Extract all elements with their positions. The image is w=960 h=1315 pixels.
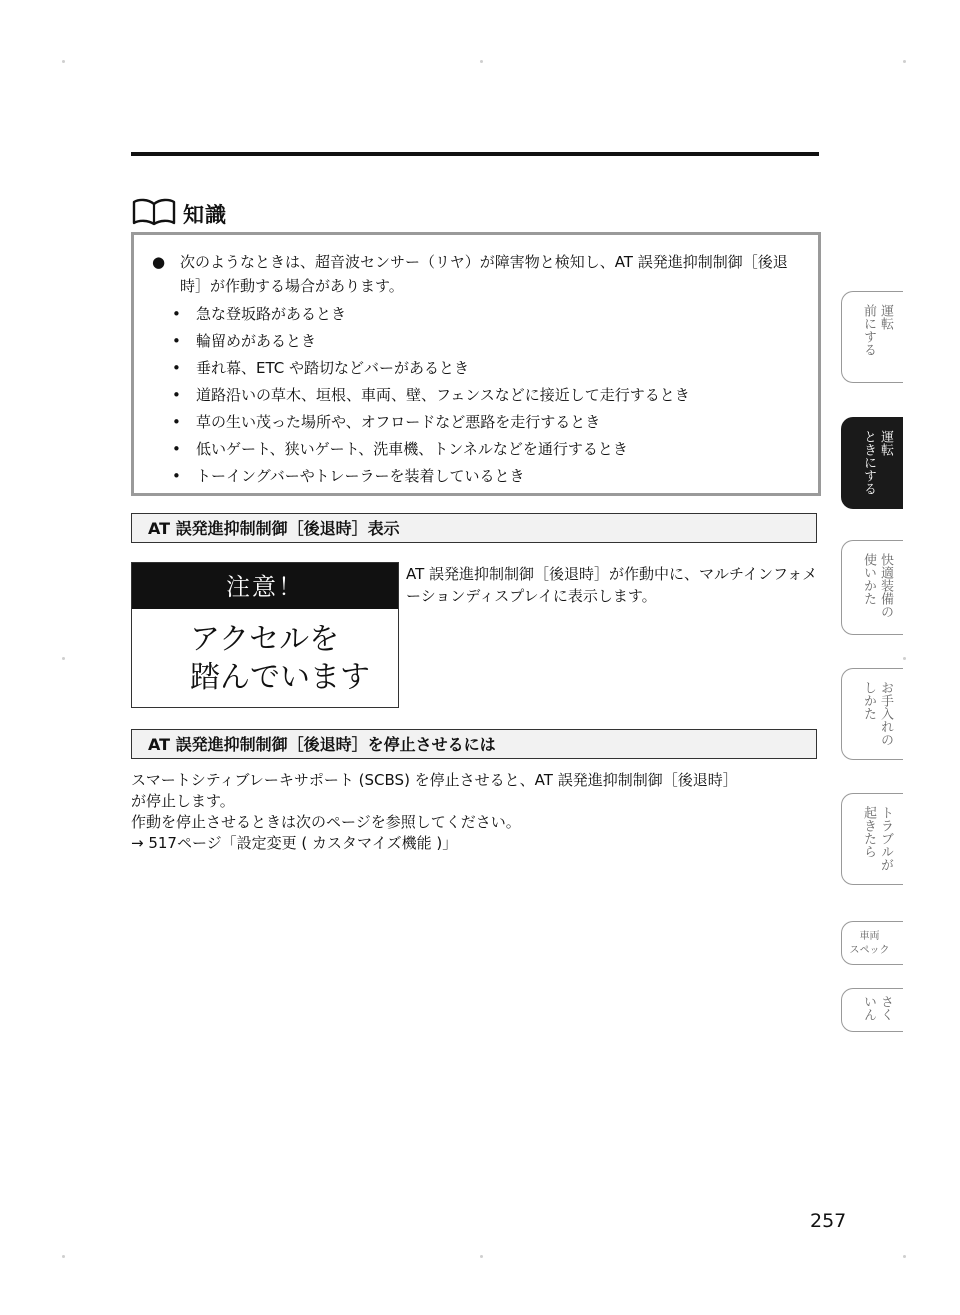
section-heading-display: AT 誤発進抑制制御［後退時］表示	[131, 513, 817, 543]
page-reference-link[interactable]: → 517ページ「設定変更 ( カスタマイズ機能 )」	[131, 834, 458, 852]
tab-label: 起きたら	[861, 806, 876, 858]
display-illustration	[131, 562, 399, 708]
tab-label: ときにする	[861, 430, 876, 495]
tab-label: 前にする	[861, 304, 876, 356]
tab-label: トラブルが	[878, 806, 893, 871]
tab-label: 運転	[878, 304, 893, 330]
display-warning-header: 注意！	[132, 563, 398, 609]
list-item: • トーイングバーやトレーラーを装着しているとき	[172, 467, 525, 485]
section-heading-stop: AT 誤発進抑制制御［後退時］を停止させるには	[131, 729, 817, 759]
tab-label: 運転	[878, 430, 893, 456]
tab-before-driving[interactable]	[841, 291, 903, 383]
page-number: 257	[810, 1210, 847, 1232]
display-message	[190, 621, 370, 697]
knowledge-lead	[152, 250, 802, 298]
crop-mark	[903, 1255, 906, 1258]
tab-index[interactable]	[841, 988, 903, 1032]
crop-mark	[480, 1255, 483, 1258]
tab-specifications[interactable]	[841, 921, 903, 965]
knowledge-heading	[131, 198, 227, 230]
crop-mark	[62, 60, 65, 63]
text-line: が停止します。	[131, 792, 235, 810]
text-line: スマートシティブレーキサポート (SCBS) を停止させると、AT 誤発進抑制制御［後退時］	[131, 771, 738, 789]
lead-bullet: ●	[152, 253, 166, 271]
display-description: AT 誤発進抑制制御［後退時］が作動中に、マルチインフォメーションディスプレイに表示します。	[406, 565, 818, 605]
book-icon	[131, 198, 177, 230]
tab-label: いん	[861, 995, 876, 1021]
tab-label: さく	[878, 995, 893, 1021]
tab-label: スペック	[849, 945, 890, 956]
tab-troubleshooting[interactable]	[841, 793, 903, 885]
lead-text: 次のようなときは、超音波センサー（リヤ）が障害物と検知し、AT 誤発進抑制制御［後退時］が作動する場合があります。	[180, 253, 788, 295]
list-item: • 垂れ幕、ETC や踏切などバーがあるとき	[172, 359, 470, 377]
tab-maintenance[interactable]	[841, 668, 903, 760]
top-rule	[131, 152, 819, 156]
crop-mark	[62, 1255, 65, 1258]
text-line: 作動を停止させるときは次のページを参照してください。	[131, 813, 521, 831]
tab-comfort-equipment[interactable]	[841, 540, 903, 635]
tab-when-driving[interactable]	[841, 417, 903, 509]
list-item: • 輪留めがあるとき	[172, 332, 317, 350]
crop-mark	[903, 657, 906, 660]
tab-label: お手入れの	[878, 681, 893, 746]
display-message-line: 踏んでいます	[190, 660, 370, 695]
display-message-line: アクセルを	[190, 622, 340, 657]
crop-mark	[62, 657, 65, 660]
knowledge-list	[172, 301, 690, 490]
crop-mark	[903, 60, 906, 63]
crop-mark	[480, 60, 483, 63]
list-item: • 道路沿いの草木、垣根、車両、壁、フェンスなどに接近して走行するとき	[172, 386, 690, 404]
tab-label: しかた	[861, 681, 876, 720]
knowledge-box	[131, 232, 821, 496]
tab-label: 車両	[859, 931, 880, 942]
knowledge-title: 知識	[183, 203, 227, 227]
tab-label: 使いかた	[861, 553, 876, 605]
list-item: • 急な登坂路があるとき	[172, 305, 347, 323]
stop-description	[131, 770, 821, 854]
list-item: • 草の生い茂った場所や、オフロードなど悪路を走行するとき	[172, 413, 601, 431]
list-item: • 低いゲート、狭いゲート、洗車機、トンネルなどを通行するとき	[172, 440, 628, 458]
tab-label: 快適装備の	[878, 553, 893, 618]
